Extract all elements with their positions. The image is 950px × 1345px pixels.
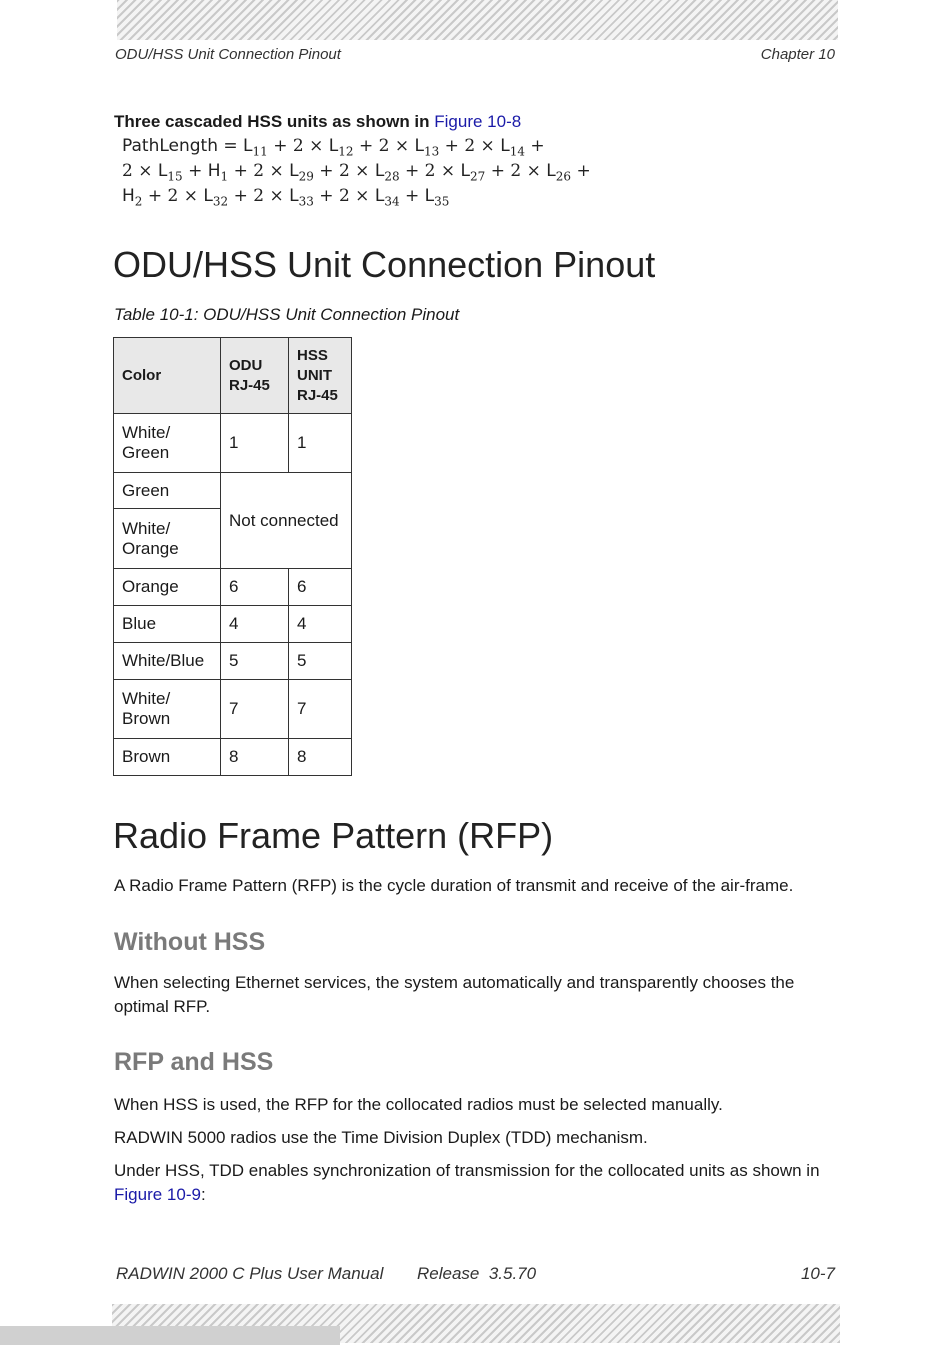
footer-gray-bar	[0, 1326, 340, 1345]
cell-odu: 1	[221, 414, 289, 473]
formula-lhs: PathLength	[122, 136, 218, 156]
cell-hss: 8	[289, 739, 352, 776]
intro-text: Three cascaded HSS units as shown in	[114, 112, 435, 131]
rfp-hss-paragraph-3: Under HSS, TDD enables synchronization of transmission for the collocated units as shown in Figure 10-9:	[114, 1161, 820, 1204]
formula-equals: =	[223, 136, 238, 156]
header-hss-unit-rj45: HSS UNIT RJ-45	[289, 338, 352, 414]
path-length-formula-line-1: PathLength = $L_{11} + 2 \times L_{12} + 2 \times L_{13} + 2 \times L_{14}$ +	[122, 136, 545, 159]
section-title-rfp: Radio Frame Pattern (RFP)	[113, 815, 554, 856]
table-row	[114, 643, 352, 680]
footer-manual-title: RADWIN 2000 C Plus User Manual	[116, 1264, 384, 1283]
cell-hss: 4	[289, 606, 352, 643]
cell-odu: 6	[221, 569, 289, 606]
pinout-table	[113, 337, 352, 776]
cell-odu: 4	[221, 606, 289, 643]
subheading-rfp-and-hss: RFP and HSS	[114, 1048, 274, 1076]
figure-10-8-link[interactable]: Figure 10-8	[434, 112, 522, 131]
cell-color: White/ Green	[114, 414, 221, 473]
cell-hss: 6	[289, 569, 352, 606]
cell-odu: 8	[221, 739, 289, 776]
cell-odu: 7	[221, 680, 289, 739]
running-header-chapter: Chapter 10	[760, 46, 835, 63]
rfp-hss-paragraph-2: RADWIN 5000 radios use the Time Division Duplex (TDD) mechanism.	[114, 1128, 648, 1147]
cell-color: White/ Brown	[114, 680, 221, 739]
footer-page-number: 10-7	[800, 1264, 835, 1283]
cell-color: Orange	[114, 569, 221, 606]
cell-odu: 5	[221, 643, 289, 680]
rfp-description: A Radio Frame Pattern (RFP) is the cycle duration of transmit and receive of the air-frame.	[114, 876, 794, 895]
without-hss-paragraph: When selecting Ethernet services, the system automatically and transparently chooses the optimal RFP.	[114, 973, 795, 1016]
table-row	[114, 606, 352, 643]
running-header-title: ODU/HSS Unit Connection Pinout	[115, 46, 341, 63]
table-caption: Table 10-1: ODU/HSS Unit Connection Pinout	[114, 305, 460, 324]
table-row	[114, 414, 352, 473]
cell-color: White/ Orange	[114, 509, 221, 569]
path-length-formula-line-3: $H_2 + 2 \times L_{32} + 2 \times L_{33} + 2 \times L_{34} + L_{35}$	[122, 186, 450, 209]
table-row	[114, 569, 352, 606]
cell-color: Blue	[114, 606, 221, 643]
cell-color: Brown	[114, 739, 221, 776]
cell-color: Green	[114, 473, 221, 509]
footer-release: Release 3.5.70	[417, 1264, 537, 1283]
cell-not-connected: Not connected	[221, 473, 352, 569]
header-decor-band	[117, 0, 838, 40]
table-row	[114, 680, 352, 739]
cell-hss: 7	[289, 680, 352, 739]
table-row	[114, 739, 352, 776]
figure-10-9-link[interactable]: Figure 10-9	[114, 1185, 201, 1204]
header-color: Color	[114, 338, 221, 414]
table-row	[114, 473, 352, 509]
cascaded-units-intro	[114, 112, 521, 132]
rfp-hss-paragraph-1: When HSS is used, the RFP for the collocated radios must be selected manually.	[114, 1095, 723, 1114]
header-odu-rj45: ODU RJ-45	[221, 338, 289, 414]
cell-hss: 1	[289, 414, 352, 473]
path-length-formula-line-2: $2 \times L_{15} + H_1 + 2 \times L_{29} + 2 \times L_{28} + 2 \times L_{27} + 2 \times L_{26}$ +	[122, 161, 591, 184]
section-title-pinout: ODU/HSS Unit Connection Pinout	[113, 244, 656, 285]
cell-color: White/Blue	[114, 643, 221, 680]
table-header-row	[114, 338, 352, 414]
cell-hss: 5	[289, 643, 352, 680]
subheading-without-hss: Without HSS	[114, 928, 266, 956]
